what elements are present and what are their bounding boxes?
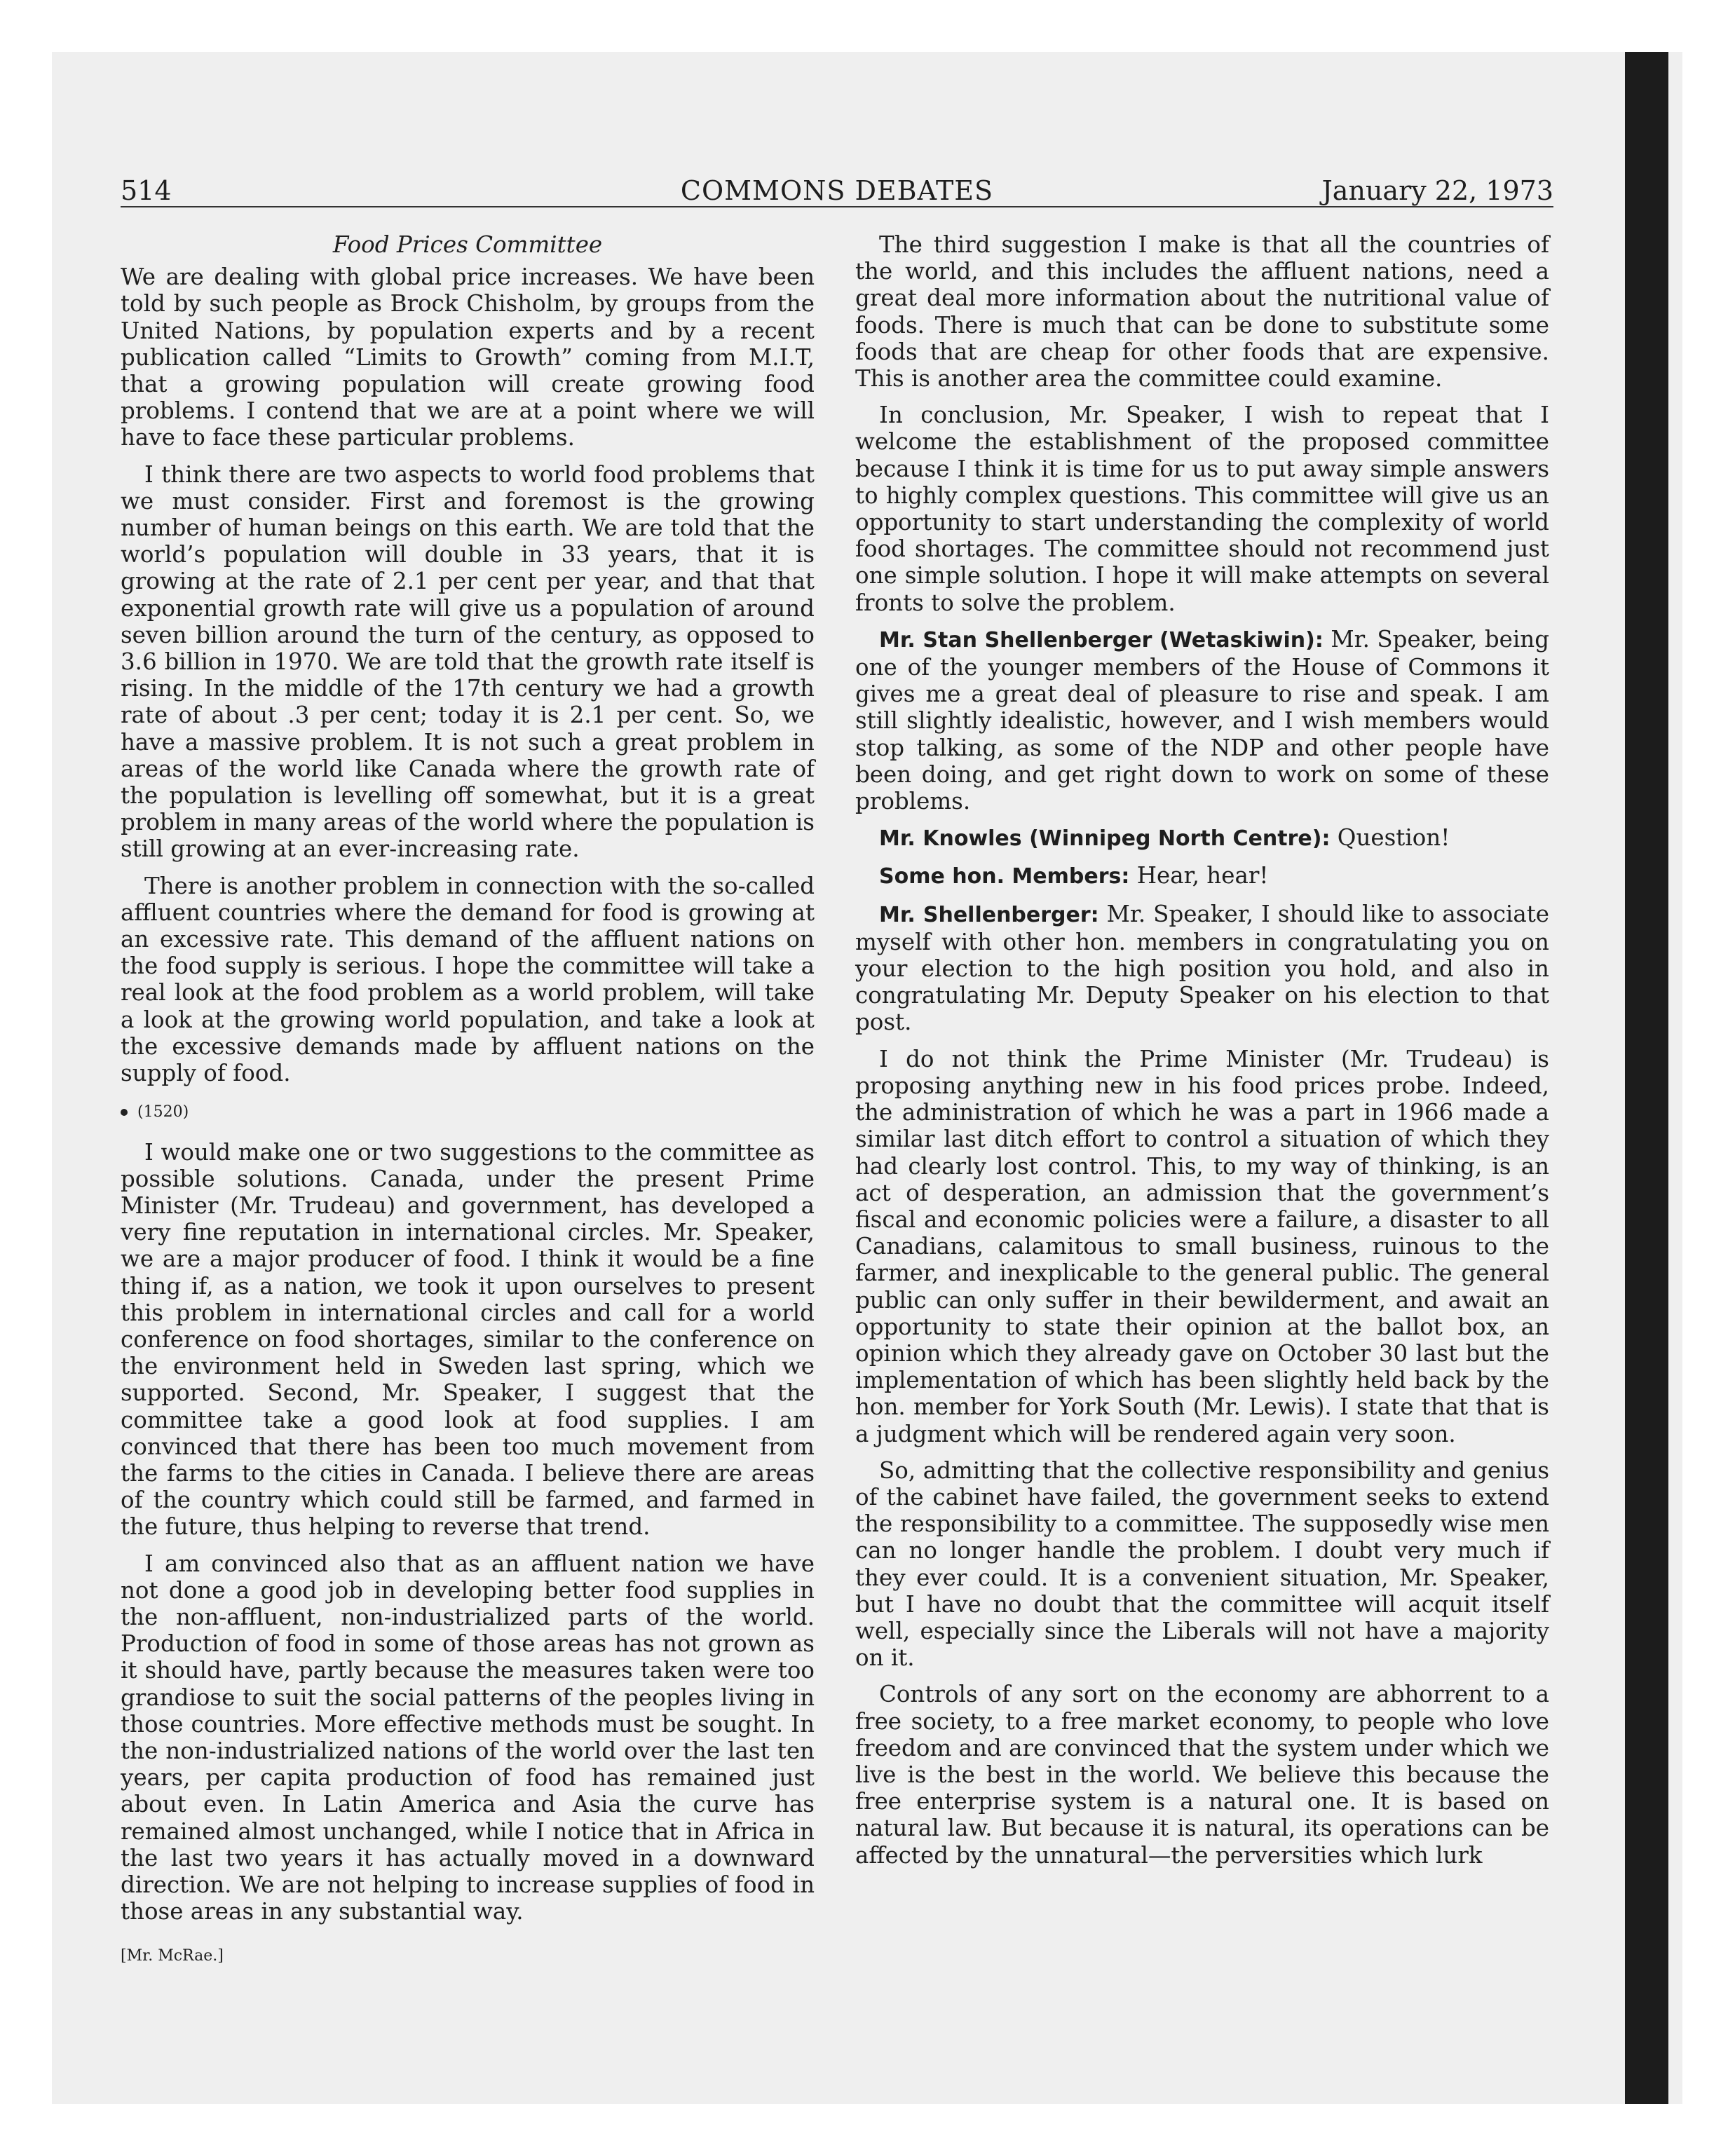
speaker-name: Mr. Shellenberger: [879, 902, 1099, 927]
paragraph: I am convinced also that as an affluent nation we have not done a good job in developing better food supplies in the non-affluent, non-industrialized parts of the world. Production of food in some of those areas has not grown as it should have, partly because the measures taken were too grandiose to suit the social patterns of the peoples living in those countries. More effective methods must be sought. In the non-industrialized nations of the world over the last ten years, per capita production of food has remained just about even. In Latin America and Asia the curve has remained almost unchanged, while I notice that in Africa in the last two years it has actually moved in a downward direction. We are not helping to increase supplies of food in those areas in any substantial way. [121, 1550, 815, 1925]
speaker-attribution: [Mr. McRae.] [121, 1947, 224, 1965]
left-column [121, 231, 815, 1980]
speaker-name: Mr. Knowles (Winnipeg North Centre): [879, 826, 1331, 852]
page-number: 514 [121, 175, 172, 206]
paragraph: I think there are two aspects to world food problems that we must consider. First and foremost is the growing number of human beings on this earth. We are told that the world’s population will double in 33 years, that it is growing at the rate of 2.1 per cent per year, and that that exponential growth rate will give us a population of around seven billion around the turn of the century, as opposed to 3.6 billion in 1970. We are told that the growth rate itself is rising. In the middle of the 17th century we had a growth rate of about .3 per cent; today it is 2.1 per cent. So, we have a massive problem. It is not such a great problem in areas of the world like Canada where the growth rate of the population is levelling off somewhat, but it is a great problem in many areas of the world where the population is still growing at an ever-increasing rate. [121, 460, 815, 863]
header-rule [121, 206, 1553, 207]
publication-date: January 22, 1973 [1321, 175, 1553, 206]
paragraph: In conclusion, Mr. Speaker, I wish to repeat that I welcome the establishment of the proposed committee because I think it is time for us to put away simple answers to highly complex questions. This committee will give us an opportunity to start understanding the complexity of world food shortages. The committee should not recommend just one simple solution. I hope it will make attempts on several fronts to solve the problem. [855, 402, 1549, 616]
paragraph: I do not think the Prime Minister (Mr. Trudeau) is proposing anything new in his food prices probe. Indeed, the administration of which he was a part in 1966 made a similar last ditch effort to control a situation of which they had clearly lost control. This, to my way of thinking, is an act of desperation, an admission that the government’s fiscal and economic policies were a failure, a disaster to all Canadians, calamitous to small business, ruinous to the farmer, and inexplicable to the general public. The general public can only suffer in their bewilderment, and await an opportunity to state their opinion at the ballot box, an opinion which they already gave on October 30 last but the implementation of which has been slightly held back by the hon. member for York South (Mr. Lewis). I state that that is a judgment which will be rendered again very soon. [855, 1045, 1549, 1447]
scan-edge-shadow [1625, 52, 1668, 2104]
bullet-icon [121, 1109, 128, 1116]
section-subheading: Food Prices Committee [332, 231, 603, 258]
page-header [121, 175, 1553, 210]
speech-text: Question! [1330, 824, 1450, 852]
paragraph: I would make one or two suggestions to the committee as possible solutions. Canada, under the present Prime Minister (Mr. Trudeau) and government, has developed a very fine reputation in international circles. Mr. Speaker, we are a major producer of food. I think it would be a fine thing if, as a nation, we took it upon ourselves to present this problem in international circles and call for a world conference on food shortages, similar to the conference on the environment held in Sweden last spring, which we supported. Second, Mr. Speaker, I suggest that the committee take a good look at food supplies. I am convinced that there has been too much movement from the farms to the cities in Canada. I believe there are areas of the country which could still be farmed, and farmed in the future, thus helping to reverse that trend. [121, 1138, 815, 1541]
publication-title: COMMONS DEBATES [680, 175, 994, 206]
right-column [855, 231, 1549, 1878]
speech-entry [855, 626, 1549, 814]
time-marker-text: (1520) [137, 1103, 189, 1121]
speech-text: Mr. Speaker, I should like to associate myself with other hon. members in congratulating you on your election to the high position you hold, and also in congratulating Mr. Deputy Speaker on his election to that post. [855, 900, 1549, 1036]
time-marker [121, 1099, 815, 1126]
paragraph: We are dealing with global price increases. We have been told by such people as Brock Chisholm, by groups from the United Nations, by population experts and by a recent publication called “Limits to Growth” coming from M.I.T, that a growing population will create growing food problems. I contend that we are at a point where we will have to face these particular problems. [121, 264, 815, 451]
paragraph: The third suggestion I make is that all the countries of the world, and this includes the affluent nations, need a great deal more information about the nutritional value of foods. There is much that can be done to substitute some foods that are cheap for other foods that are expensive. This is another area the committee could examine. [855, 231, 1549, 393]
speech-entry [855, 862, 1549, 890]
speaker-name: Mr. Stan Shellenberger (Wetaskiwin): [879, 627, 1324, 653]
paragraph: Controls of any sort on the economy are abhorrent to a free society, to a free market economy, to people who love freedom and are convinced that the system under which we live is the best in the world. We believe this because the free enterprise system is a natural one. It is based on natural law. But because it is natural, its operations can be affected by the unnatural—the perversities which lurk [855, 1681, 1549, 1869]
speaker-name: Some hon. Members: [879, 864, 1130, 889]
speech-text: Hear, hear! [1129, 862, 1269, 889]
paragraph: There is another problem in connection with the so-called affluent countries where the demand for food is growing at an excessive rate. This demand of the affluent nations on the food supply is serious. I hope the committee will take a real look at the food problem as a world problem, will take a look at the growing world population, and take a look at the excessive demands made by affluent nations on the supply of food. [121, 872, 815, 1087]
speech-entry [855, 901, 1549, 1036]
paragraph: So, admitting that the collective responsibility and genius of the cabinet have failed, the government seeks to extend the responsibility to a committee. The supposedly wise men can no longer handle the problem. I doubt very much if they ever could. It is a convenient situation, Mr. Speaker, but I have no doubt that the committee will acquit itself well, especially since the Liberals will not have a majority on it. [855, 1456, 1549, 1672]
speech-text: Mr. Speaker, being one of the younger members of the House of Commons it gives me a great deal of pleasure to rise and speak. I am still slightly idealistic, however, and I wish members would stop talking, as some of the NDP and other people have been doing, and get right down to work on some of these problems. [855, 625, 1550, 815]
speech-entry [855, 824, 1549, 852]
